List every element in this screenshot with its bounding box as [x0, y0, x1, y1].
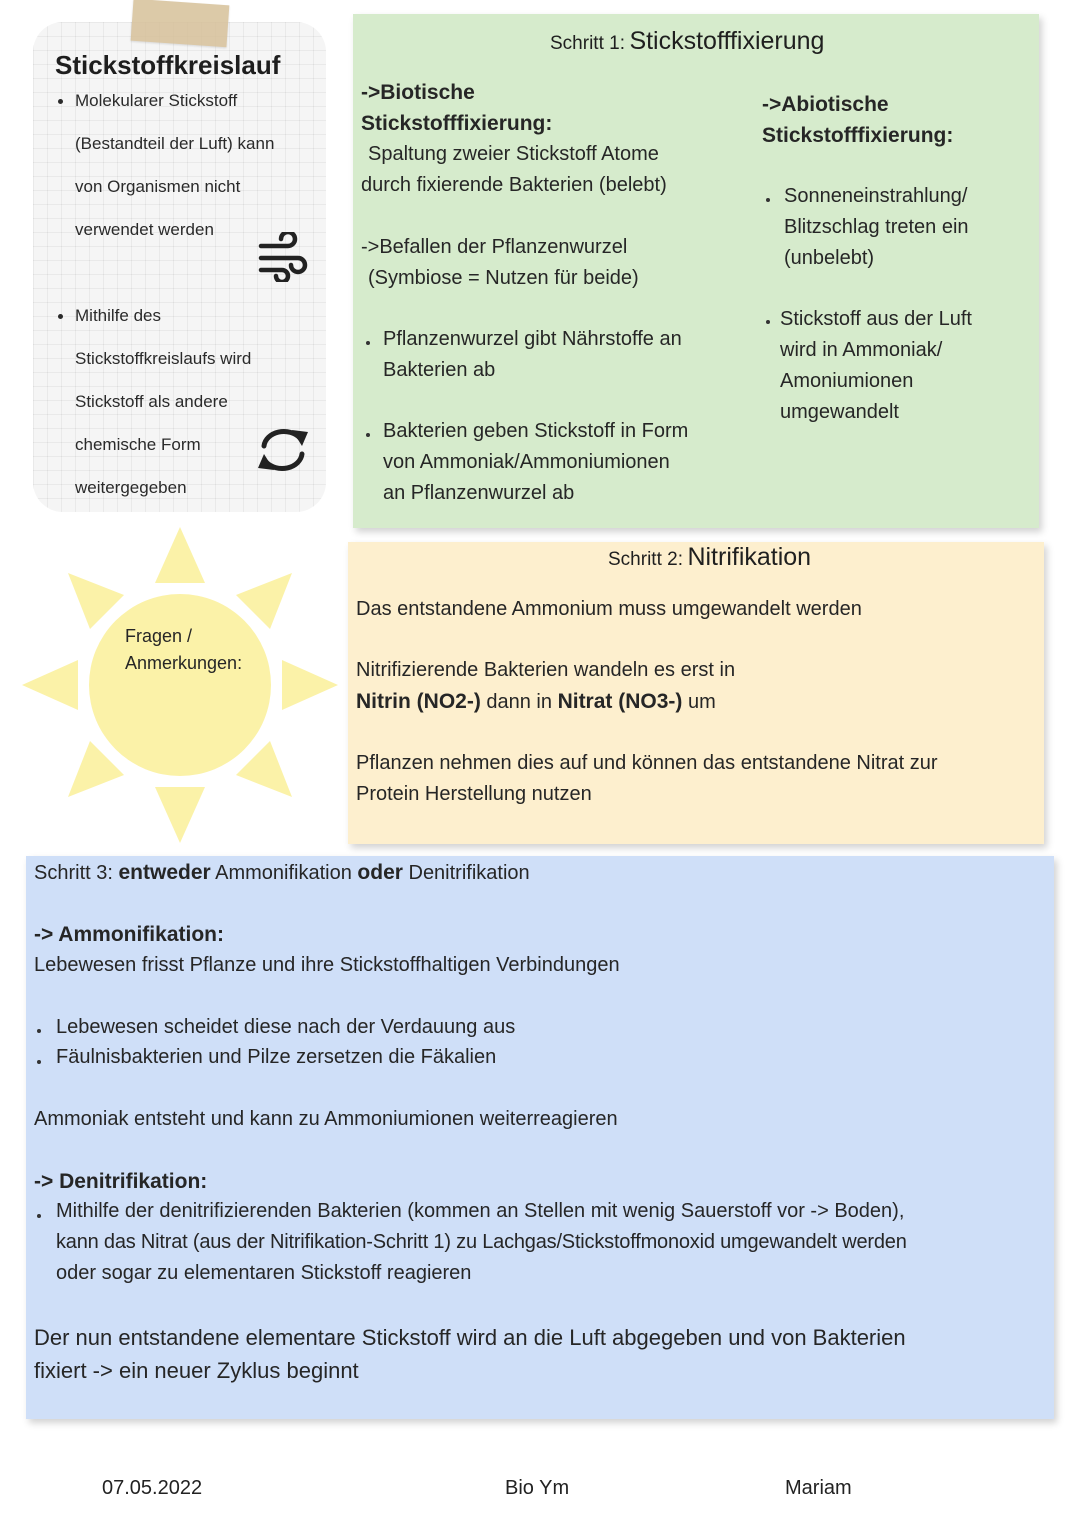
ammonification-bullet-2 — [37, 1060, 41, 1064]
step2-paragraph-2-line-1: Nitrifizierende Bakterien wandeln es erst in — [356, 659, 736, 681]
biotic-b2-line-2: von Ammoniak/Ammoniumionen — [383, 451, 670, 473]
ammonification-bullet-1-text: Lebewesen scheidet diese nach der Verdauung aus — [56, 1016, 516, 1038]
footer-author: Mariam — [785, 1477, 852, 1499]
note-bullet-1 — [58, 99, 63, 104]
abiotic-heading-line-2: Stickstofffixierung: — [762, 124, 954, 147]
wind-icon — [258, 232, 310, 282]
biotic-bullet-2 — [366, 433, 370, 437]
nitrin-connector: dann in — [480, 691, 558, 713]
step2-heading — [608, 543, 811, 572]
ammonification-bullet-2-text: Fäulnisbakterien und Pilze zersetzen die Fäkalien — [56, 1046, 497, 1068]
step2-paragraph-3-line-2: Protein Herstellung nutzen — [356, 783, 592, 805]
step3-title-prefix: Schritt 3: — [34, 862, 119, 884]
note-b1-line-3: von Organismen nicht — [75, 177, 241, 196]
nitrat-term: Nitrat (NO3-) — [557, 690, 683, 713]
biotic-b2-line-1: Bakterien geben Stickstoff in Form — [383, 420, 689, 442]
denitrification-line-2: kann das Nitrat (aus der Nitrifikation-Schritt 1) zu Lachgas/Stickstoffmonoxid umgewandelt werden — [56, 1231, 907, 1253]
biotic-heading-line-1: ->Biotische — [361, 81, 475, 104]
sun-illustration — [20, 525, 340, 845]
step3-title-mid: Ammonifikation — [210, 862, 358, 884]
step3-entweder: entweder — [118, 861, 211, 884]
footer-course: Bio Ym — [505, 1477, 570, 1499]
biotic-text-line-1: Spaltung zweier Stickstoff Atome — [368, 143, 659, 165]
note-title: Stickstoffkreislauf — [55, 50, 281, 80]
abiotic-a1-line-3: (unbelebt) — [784, 247, 875, 269]
biotic-b1-line-1: Pflanzenwurzel gibt Nährstoffe an — [383, 328, 682, 350]
abiotic-a1-line-1: Sonneneinstrahlung/ — [784, 185, 968, 207]
tape-decoration — [131, 0, 230, 47]
step2-paragraph-3-line-1: Pflanzen nehmen dies auf und können das entstandene Nitrat zur — [356, 752, 938, 774]
biotic-text-line-2: durch fixierende Bakterien (belebt) — [361, 174, 667, 196]
final-statement-line-1: Der nun entstandene elementare Stickstoff wird an die Luft abgegeben und von Bakterien — [34, 1325, 906, 1350]
sun-text-line-1: Fragen / — [125, 626, 193, 646]
nitrin-term: Nitrin (NO2-) — [356, 690, 481, 713]
biotic-heading-line-2: Stickstofffixierung: — [361, 112, 553, 135]
step3-heading — [34, 861, 530, 885]
step2-title: Nitrifikation — [687, 543, 812, 571]
abiotic-a2-line-3: Amoniumionen — [780, 370, 914, 392]
step1-title: Stickstofffixierung — [629, 27, 825, 55]
cycle-arrows-icon — [254, 424, 312, 476]
denitrification-line-3: oder sogar zu elementaren Stickstoff reagieren — [56, 1262, 472, 1284]
note-b2-line-2: Stickstoffkreislaufs wird — [75, 349, 252, 368]
ammonification-text: Lebewesen frisst Pflanze und ihre Stickstoffhaltigen Verbindungen — [34, 954, 620, 976]
step1-heading — [550, 27, 824, 56]
befallen-line-2: (Symbiose = Nutzen für beide) — [368, 267, 639, 289]
abiotic-a2-line-1: Stickstoff aus der Luft — [780, 308, 972, 330]
abiotic-a1-line-2: Blitzschlag treten ein — [784, 216, 969, 238]
note-b2-line-5: weitergegeben — [75, 478, 187, 497]
note-b1-line-2: (Bestandteil der Luft) kann — [75, 134, 275, 153]
abiotic-bullet-1 — [766, 198, 770, 202]
note-b1-line-1: Molekularer Stickstoff — [75, 91, 238, 110]
step3-title-end: Denitrifikation — [402, 862, 530, 884]
denitrification-line-1: Mithilfe der denitrifizierenden Bakterien (kommen an Stellen mit wenig Sauerstoff vor -> Boden), — [56, 1200, 905, 1222]
biotic-bullet-1 — [366, 341, 370, 345]
note-b1-line-4: verwendet werden — [75, 220, 214, 239]
nitrat-end: um — [682, 691, 716, 713]
denitrification-heading: -> Denitrifikation: — [34, 1170, 208, 1193]
abiotic-heading-line-1: ->Abiotische — [762, 93, 889, 116]
biotic-b1-line-2: Bakterien ab — [383, 359, 496, 381]
note-bullet-2 — [58, 314, 63, 319]
note-b2-line-4: chemische Form — [75, 435, 201, 454]
step1-title-prefix: Schritt 1: — [550, 33, 625, 54]
note-b2-line-1: Mithilfe des — [75, 306, 161, 325]
ammonification-heading: -> Ammonifikation: — [34, 923, 224, 946]
step3-oder: oder — [357, 861, 403, 884]
sun-text-line-2: Anmerkungen: — [125, 653, 243, 673]
step2-paragraph-1: Das entstandene Ammonium muss umgewandelt werden — [356, 598, 862, 620]
step2-title-prefix: Schritt 2: — [608, 549, 683, 570]
denitrification-bullet — [37, 1214, 41, 1218]
ammonification-result: Ammoniak entsteht und kann zu Ammoniumionen weiterreagieren — [34, 1108, 618, 1130]
abiotic-bullet-2 — [766, 320, 770, 324]
ammonification-bullet-1 — [37, 1029, 41, 1033]
step2-paragraph-2-line-2 — [356, 690, 716, 714]
abiotic-a2-line-4: umgewandelt — [780, 401, 899, 423]
final-statement-line-2: fixiert -> ein neuer Zyklus beginnt — [34, 1358, 359, 1383]
note-b2-line-3: Stickstoff als andere — [75, 392, 228, 411]
abiotic-a2-line-2: wird in Ammoniak/ — [780, 339, 943, 361]
footer-date: 07.05.2022 — [102, 1477, 203, 1499]
befallen-line-1: ->Befallen der Pflanzenwurzel — [361, 236, 628, 258]
biotic-b2-line-3: an Pflanzenwurzel ab — [383, 482, 575, 504]
